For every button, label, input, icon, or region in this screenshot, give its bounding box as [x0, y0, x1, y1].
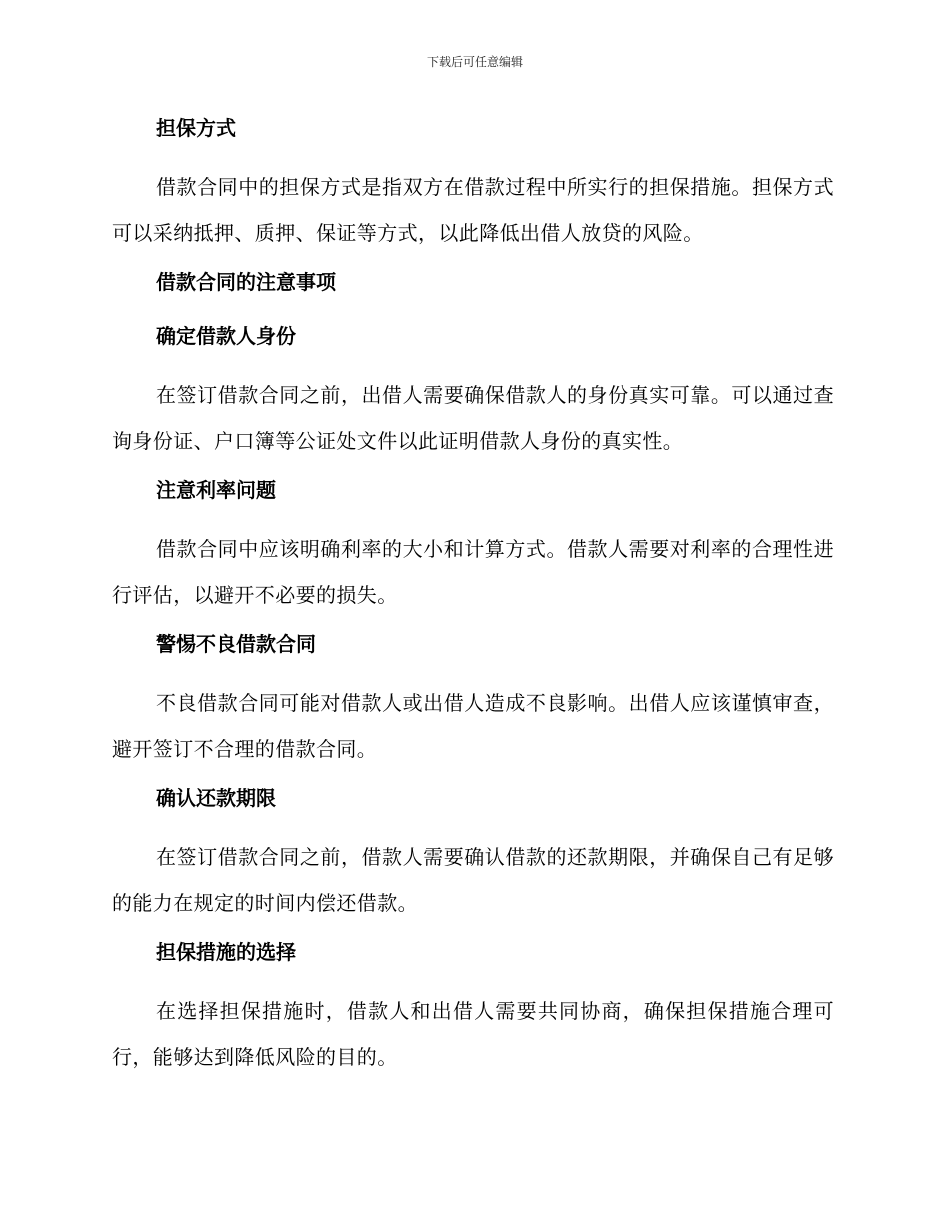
paragraph-bad-contracts: 不良借款合同可能对借款人或出借人造成不良影响。出借人应该谨慎审查，避开签订不合理的借款合同。 — [112, 691, 834, 761]
section-heading-guarantee-method: 担保方式 — [156, 116, 236, 140]
section-heading-guarantee-choice: 担保措施的选择 — [156, 940, 296, 964]
paragraph-interest-rate: 借款合同中应该明确利率的大小和计算方式。借款人需要对利率的合理性进行评估，以避开不必要的损失。 — [112, 537, 834, 607]
paragraph-borrower-identity: 在签订借款合同之前，出借人需要确保借款人的身份真实可靠。可以通过查询身份证、户口簿等公证处文件以此证明借款人身份的真实性。 — [112, 383, 834, 453]
section-heading-precautions: 借款合同的注意事项 — [156, 270, 336, 294]
document-body — [112, 110, 834, 1088]
section-heading-repayment-term: 确认还款期限 — [156, 786, 276, 810]
section-heading-borrower-identity: 确定借款人身份 — [156, 324, 296, 348]
paragraph-repayment-term: 在签订借款合同之前，借款人需要确认借款的还款期限，并确保自己有足够的能力在规定的时间内偿还借款。 — [112, 845, 834, 915]
page-header: 下载后可任意编辑 — [426, 55, 523, 69]
section-heading-interest-rate: 注意利率问题 — [156, 478, 276, 502]
paragraph-guarantee-choice: 在选择担保措施时，借款人和出借人需要共同协商，确保担保措施合理可行，能够达到降低风险的目的。 — [112, 999, 834, 1069]
section-heading-bad-contracts: 警惕不良借款合同 — [156, 632, 316, 656]
paragraph-guarantee-method: 借款合同中的担保方式是指双方在借款过程中所实行的担保措施。担保方式可以采纳抵押、质押、保证等方式，以此降低出借人放贷的风险。 — [112, 175, 834, 245]
